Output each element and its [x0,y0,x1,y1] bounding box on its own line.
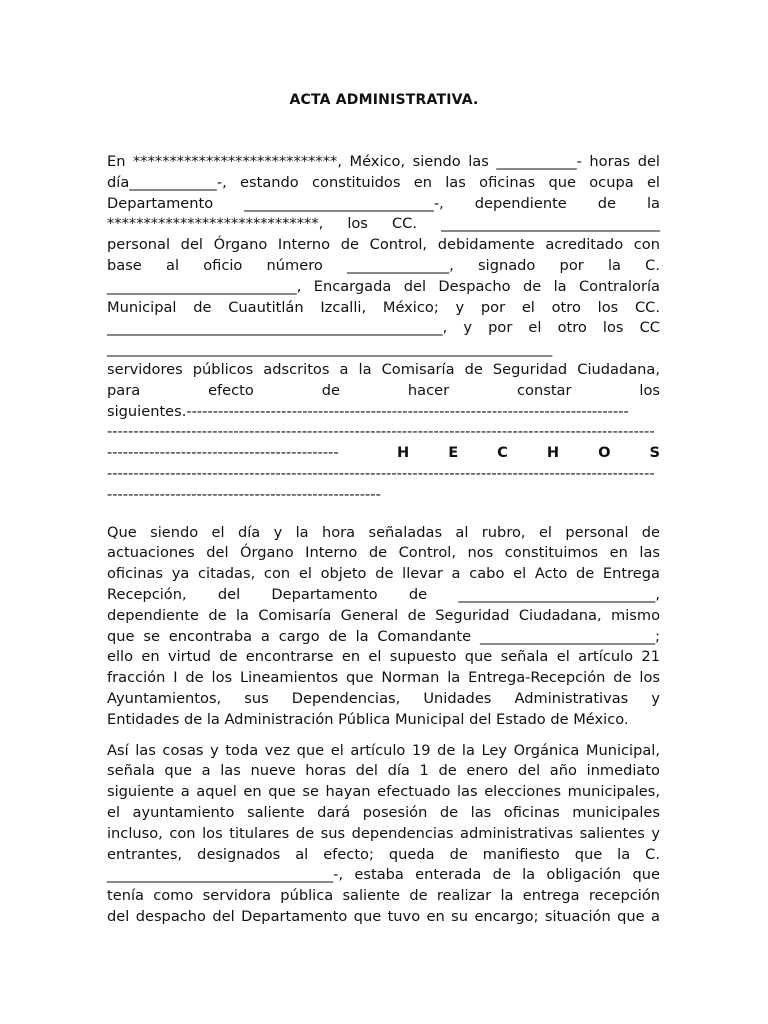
hechos-letter: H [397,444,410,462]
text-line: Así las cosas y toda vez que el artículo 19 de la Ley Orgánica Municipal, [107,741,660,759]
text-line: base al oficio número ______________, signado por la C. [107,256,660,274]
text-line: *****************************, los CC. ______________________________ [107,215,660,233]
paragraph-intro [107,152,660,506]
text-line: servidores públicos adscritos a la Comisaría de Seguridad Ciudadana, [107,360,660,378]
text-line: tenía como servidora pública saliente de realizar la entrega recepción [107,887,660,905]
hechos-heading-row [107,443,660,464]
text-line: _______________________________-, estaba enterada de la obligación que [107,866,660,884]
text-line: incluso, con los titulares de sus dependencias administrativas salientes y [107,824,660,842]
text-line: día____________-, estando constituidos en las oficinas que ocupa el [107,173,660,191]
hechos-letter: O [598,444,611,462]
text-line: personal del Órgano Interno de Control, debidamente acreditado con [107,236,660,254]
text-line: ello en virtud de encontrarse en el supuesto que señala el artículo 21 [107,648,660,666]
text-line: el ayuntamiento saliente dará posesión de las oficinas municipales [107,803,660,821]
text-line: ______________________________________________, y por el otro los CC [107,319,660,337]
text-line: que se encontraba a cargo de la Comandante ________________________; [107,627,660,645]
dash-separator: ---------------------------------------------------- [107,485,381,503]
text-line: siguientes.------------------------------------------------------------------------------------ [107,402,629,420]
dash-separator: -------------------------------------------------------------------------------------------------------- [107,464,655,482]
hechos-letter: H [546,444,560,462]
hechos-letter: S [649,444,660,462]
hechos-heading [367,443,660,464]
document-title: ACTA ADMINISTRATIVA. [289,92,479,108]
paragraph-facts [107,523,660,731]
text-line: Entidades de la Administración Pública Municipal del Estado de México. [107,710,629,728]
document-body [107,152,660,928]
text-line: del despacho del Departamento que tuvo en su encargo; situación que a [107,907,660,925]
text-line: dependiente de la Comisaría General de Seguridad Ciudadana, mismo [107,606,660,624]
text-line: entrantes, designados al efecto; queda de manifiesto que la C. [107,845,660,863]
text-line: __________________________, Encargada del Despacho de la Contraloría [107,277,660,295]
text-line: Que siendo el día y la hora señaladas al rubro, el personal de [107,523,660,541]
dash-separator: -------------------------------------------- [107,444,339,462]
text-line: Municipal de Cuautitlán Izcalli, México; y por el otro los CC. [107,298,660,316]
text-line: _____________________________________________________________ [107,340,553,358]
text-line: fracción I de los Lineamientos que Norman la Entrega-Recepción de los [107,669,660,687]
text-line: para efecto de hacer constar los [107,381,660,399]
paragraph-article-19 [107,741,660,928]
text-line: oficinas ya citadas, con el objeto de llevar a cabo el Acto de Entrega [107,565,660,583]
text-line: Recepción, del Departamento de ___________________________, [107,585,660,603]
text-line: Ayuntamientos, sus Dependencias, Unidades Administrativas y [107,689,660,707]
dash-separator: -------------------------------------------------------------------------------------------------------- [107,423,655,441]
hechos-letter: E [448,444,459,462]
text-line: señala que a las nueve horas del día 1 de enero del año inmediato [107,762,660,780]
text-line: Departamento __________________________-, dependiente de la [107,194,660,212]
hechos-letter: C [497,444,508,462]
text-line: En ****************************, México, siendo las ___________- horas del [107,153,660,170]
text-line: actuaciones del Órgano Interno de Control, nos constituimos en las [107,544,660,562]
text-line: siguiente a aquel en que se hayan efectuado las elecciones municipales, [107,783,660,801]
